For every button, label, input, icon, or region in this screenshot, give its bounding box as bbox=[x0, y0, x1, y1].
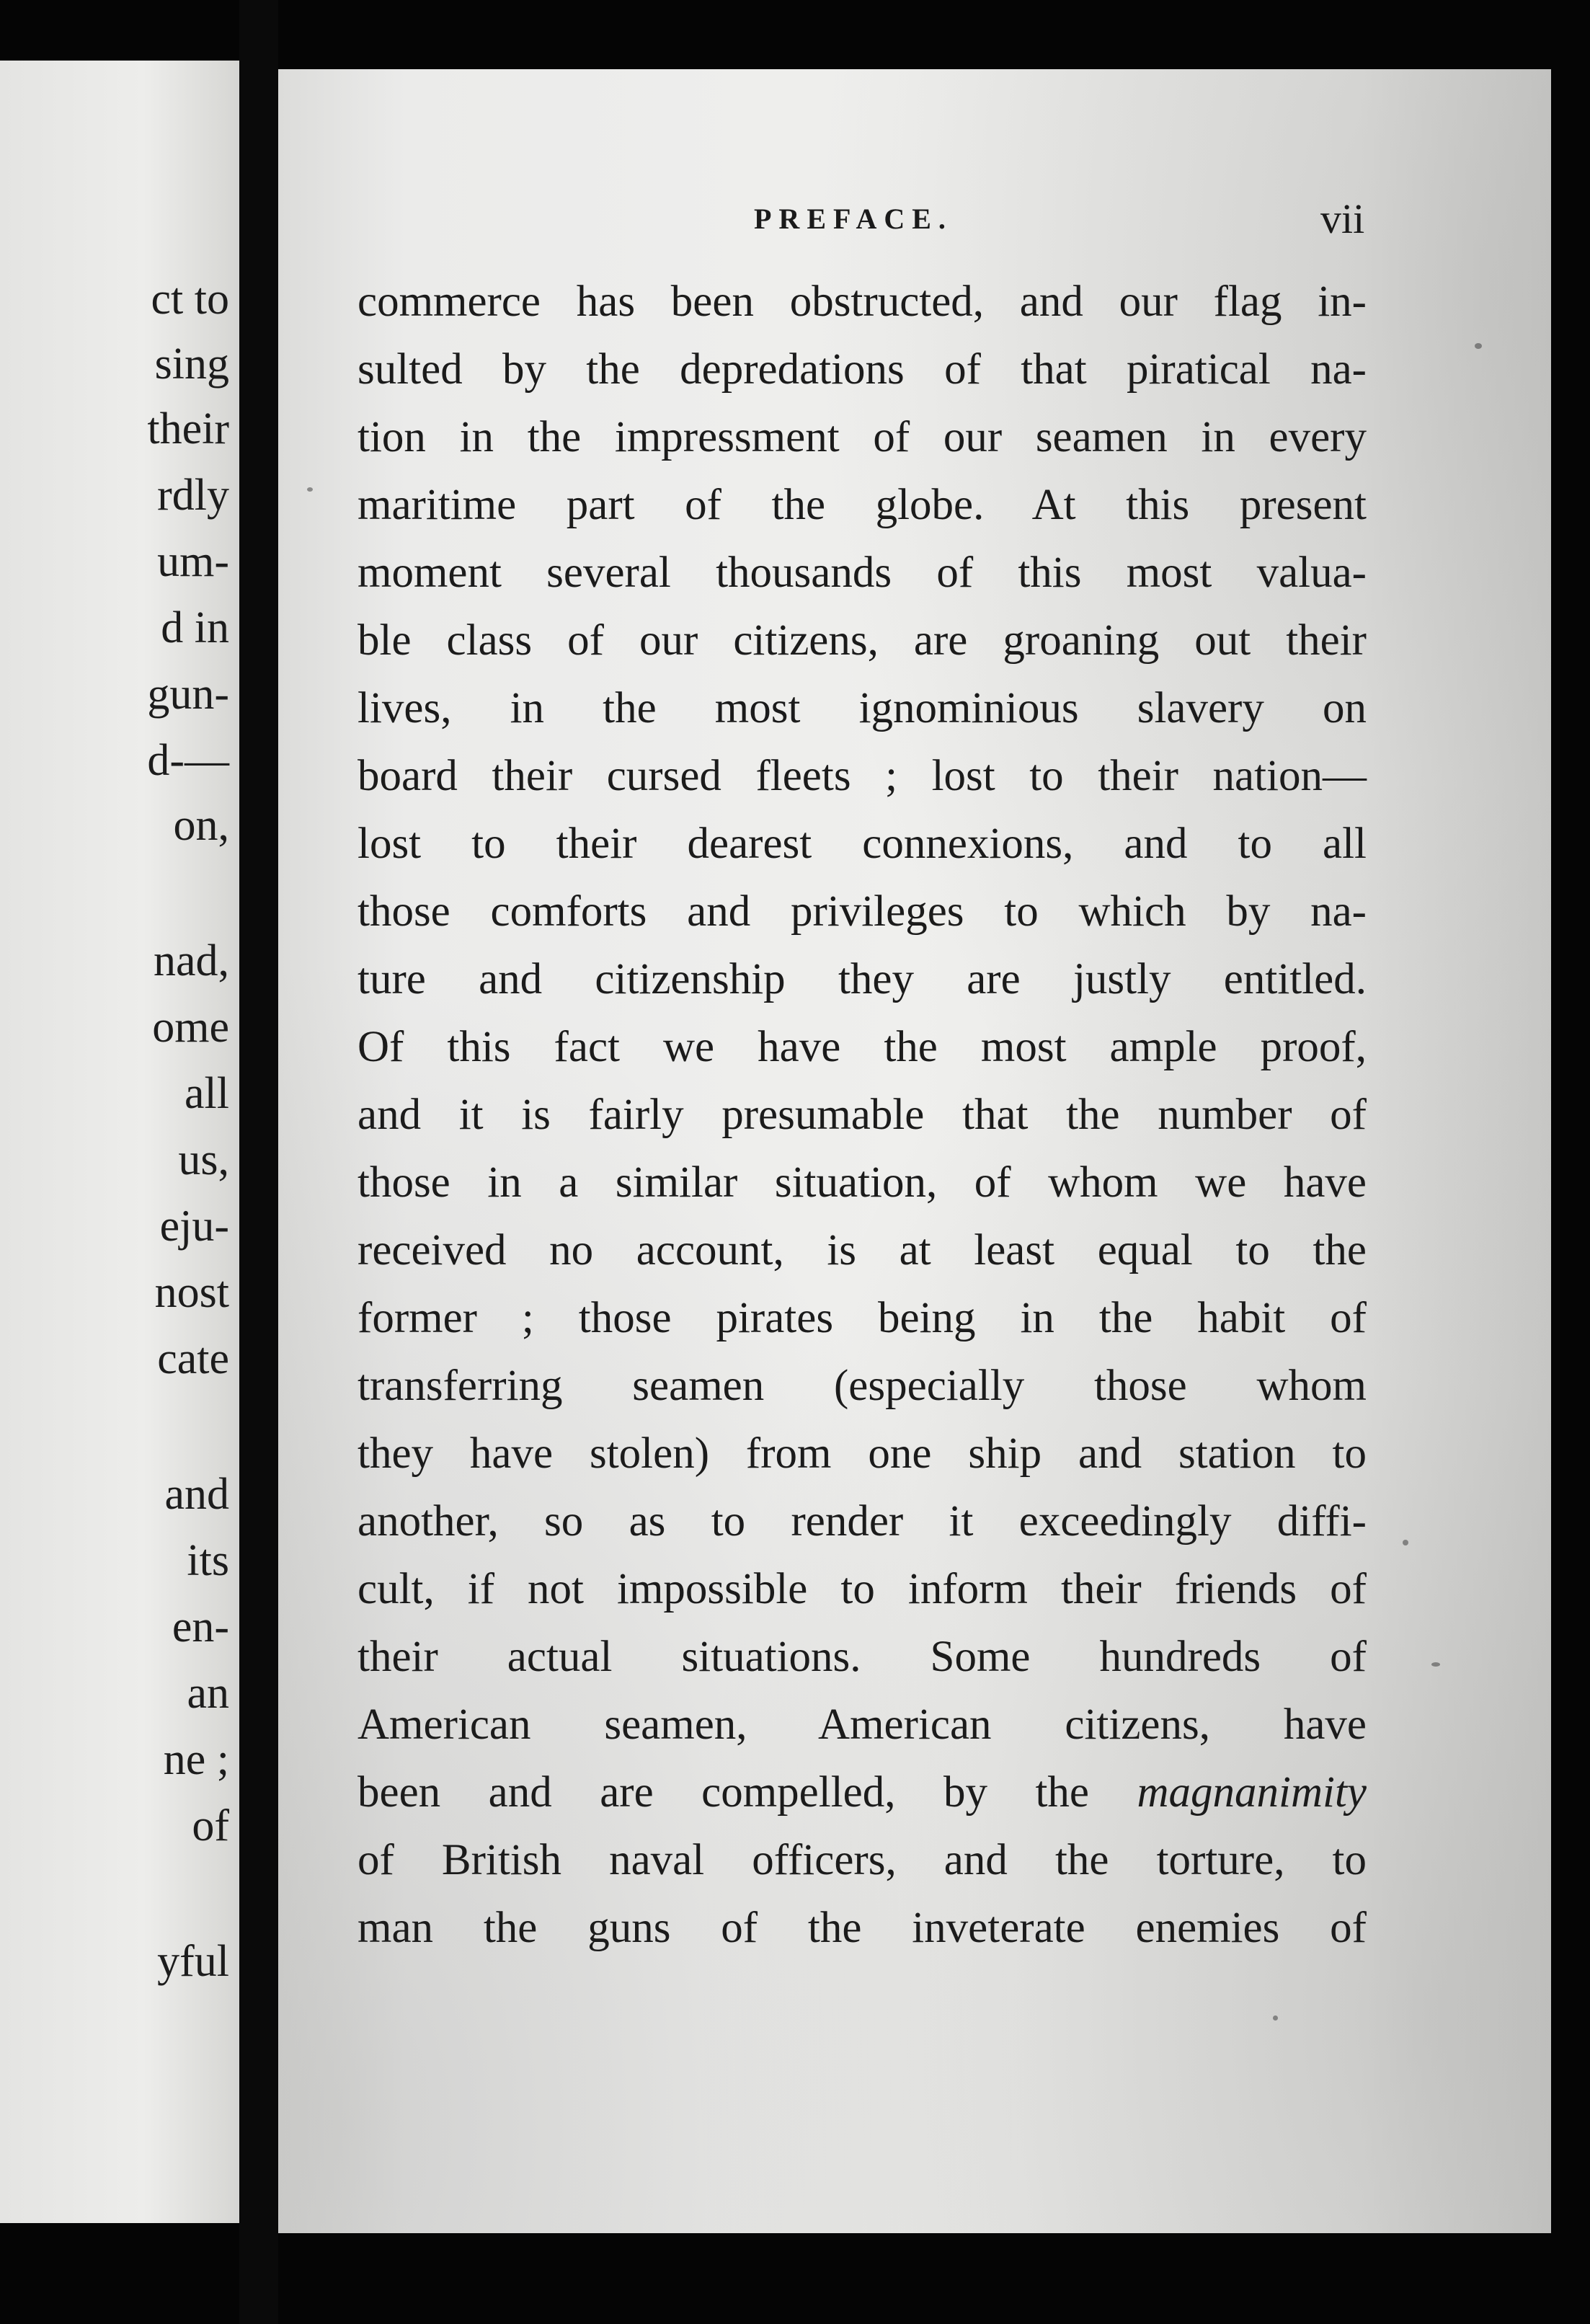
text-line: transferring seamen (especially those whom bbox=[357, 1362, 1367, 1410]
page-header bbox=[278, 195, 1551, 252]
italic-word: magnanimity bbox=[1137, 1768, 1367, 1817]
text-line: lost to their dearest connexions, and to all bbox=[357, 820, 1367, 868]
paper-speck bbox=[1431, 1662, 1440, 1667]
fragment-line: their bbox=[147, 404, 229, 453]
fragment-line: of bbox=[192, 1801, 229, 1850]
book-gutter bbox=[239, 0, 278, 2324]
text-line: commerce has been obstructed, and our flag in- bbox=[357, 278, 1367, 326]
left-page-fragments bbox=[0, 61, 239, 2223]
text-line: they have stolen) from one ship and station to bbox=[357, 1429, 1367, 1478]
text-line: sulted by the depredations of that piratical na- bbox=[357, 345, 1367, 394]
text-line: those in a similar situation, of whom we have bbox=[357, 1158, 1367, 1207]
fragment-line: and bbox=[164, 1470, 229, 1519]
paper-speck bbox=[307, 487, 313, 492]
fragment-line: ct to bbox=[151, 275, 229, 324]
text-line: moment several thousands of this most valua- bbox=[357, 549, 1367, 597]
fragment-line: its bbox=[187, 1536, 229, 1585]
paper-speck bbox=[1403, 1540, 1408, 1545]
page-number: vii bbox=[1320, 195, 1365, 242]
text-line bbox=[357, 1760, 1367, 1825]
text-line: ture and citizenship they are justly entitled. bbox=[357, 955, 1367, 1003]
fragment-line: ome bbox=[152, 1003, 229, 1052]
paper-speck bbox=[1273, 2015, 1278, 2021]
scan-border bbox=[1551, 0, 1590, 2324]
text-line: cult, if not impossible to inform their friends of bbox=[357, 1565, 1367, 1613]
text-line: of British naval officers, and the torture, to bbox=[357, 1836, 1367, 1884]
fragment-line: sing bbox=[154, 340, 229, 389]
fragment-line: gun- bbox=[147, 670, 229, 719]
fragment-line: um- bbox=[157, 537, 229, 586]
fragment-line: us, bbox=[178, 1135, 229, 1184]
text-line: American seamen, American citizens, have bbox=[357, 1700, 1367, 1749]
text-line: and it is fairly presumable that the number of bbox=[357, 1091, 1367, 1139]
text-line: those comforts and privileges to which by na- bbox=[357, 887, 1367, 936]
fragment-line: on, bbox=[173, 801, 229, 850]
text-run: been and are compelled, by the bbox=[357, 1768, 1089, 1817]
running-head: PREFACE. bbox=[754, 203, 953, 235]
text-line: ble class of our citizens, are groaning out their bbox=[357, 616, 1367, 665]
left-page bbox=[0, 61, 239, 2223]
fragment-line: ne ; bbox=[163, 1735, 229, 1784]
text-line: another, so as to render it exceedingly diffi- bbox=[357, 1497, 1367, 1545]
fragment-line: en- bbox=[172, 1602, 229, 1651]
fragment-line: cate bbox=[157, 1334, 229, 1383]
text-line: Of this fact we have the most ample proof, bbox=[357, 1023, 1367, 1071]
text-line: their actual situations. Some hundreds of bbox=[357, 1633, 1367, 1681]
fragment-line: eju- bbox=[159, 1202, 229, 1251]
fragment-line: all bbox=[185, 1069, 229, 1118]
fragment-line: d in bbox=[161, 603, 229, 652]
text-line: board their cursed fleets ; lost to their nation— bbox=[357, 752, 1367, 800]
text-line: received no account, is at least equal to the bbox=[357, 1226, 1367, 1274]
text-line: man the guns of the inveterate enemies of bbox=[357, 1904, 1367, 1952]
text-line: lives, in the most ignominious slavery on bbox=[357, 684, 1367, 732]
fragment-line: rdly bbox=[157, 471, 229, 520]
text-line: maritime part of the globe. At this present bbox=[357, 481, 1367, 529]
fragment-line: an bbox=[187, 1669, 229, 1718]
right-page bbox=[278, 69, 1551, 2233]
fragment-line: d-— bbox=[147, 736, 229, 785]
fragment-line: yful bbox=[157, 1937, 229, 1986]
paper-speck bbox=[1475, 343, 1482, 349]
fragment-line: nad, bbox=[153, 936, 229, 985]
text-line: former ; those pirates being in the habit of bbox=[357, 1294, 1367, 1342]
text-line: tion in the impressment of our seamen in every bbox=[357, 413, 1367, 461]
fragment-line: nost bbox=[154, 1268, 229, 1317]
